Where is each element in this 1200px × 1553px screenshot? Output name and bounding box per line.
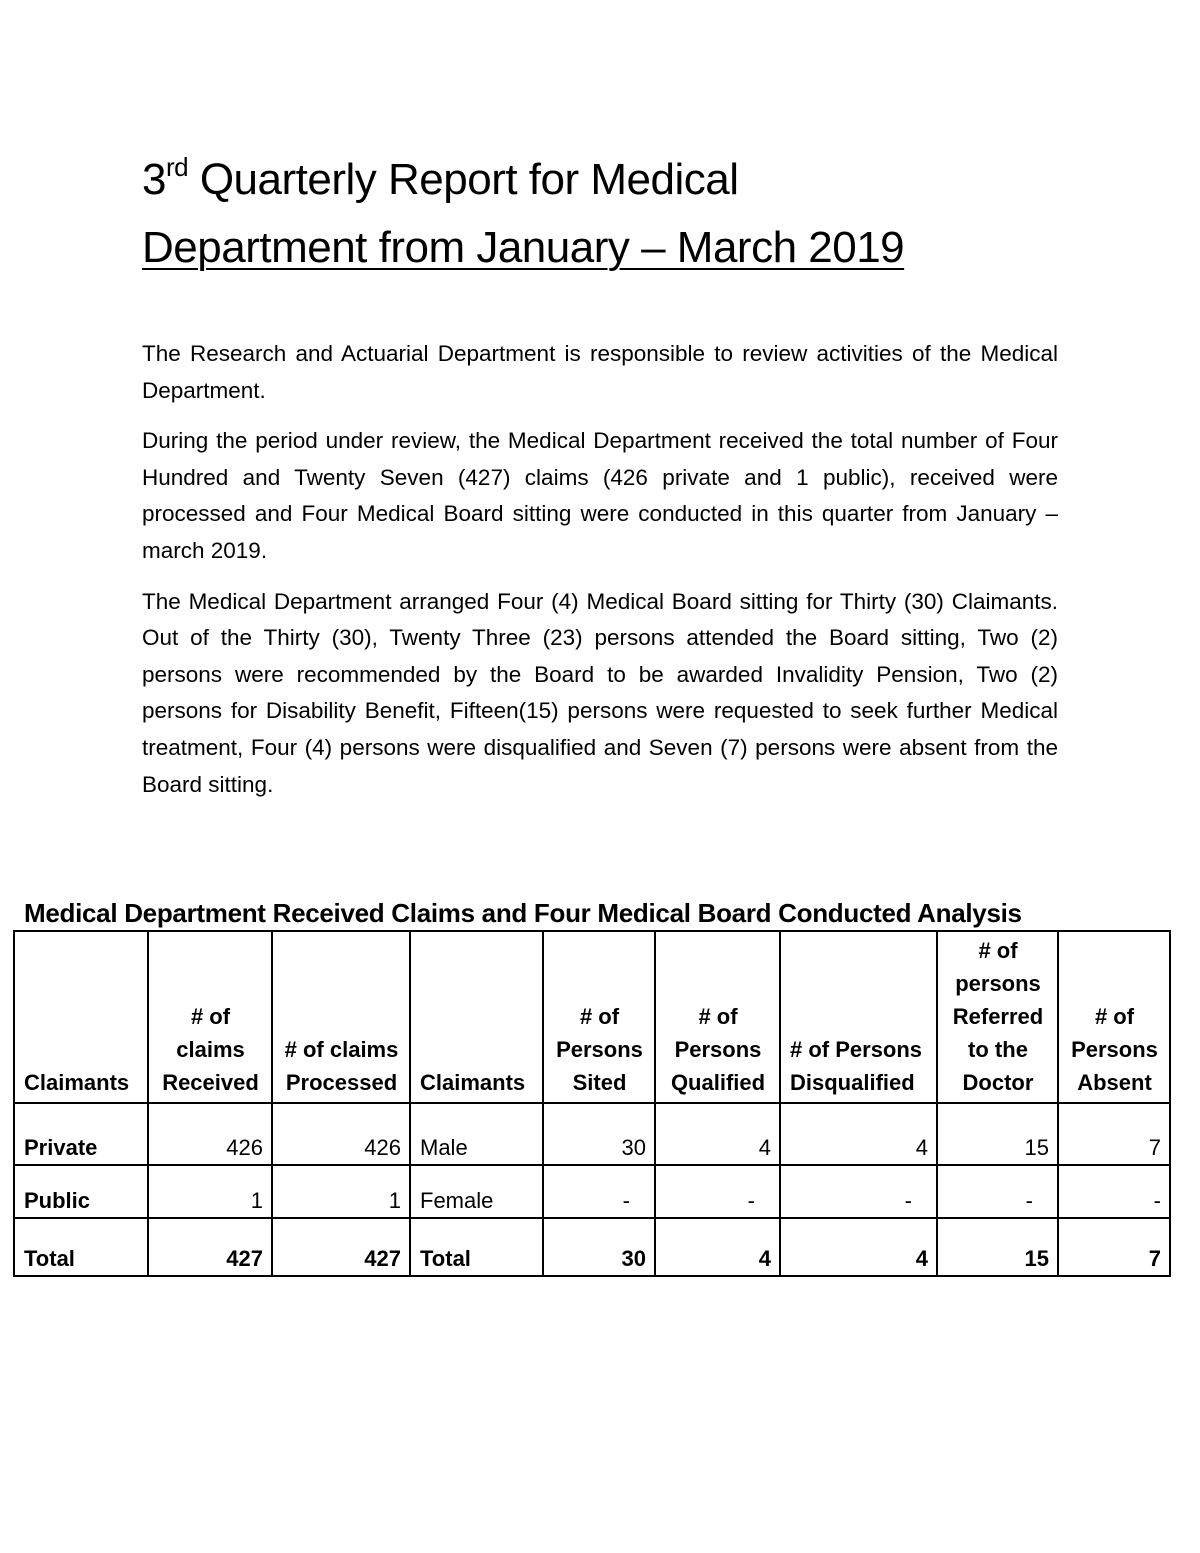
header-persons-referred: # of persons Referred to the Doctor [937, 931, 1058, 1103]
cell-claimant-type: Private [14, 1103, 148, 1165]
header-claims-processed: # of claims Processed [272, 931, 410, 1103]
table-caption: Medical Department Received Claims and Four Medical Board Conducted Analysis [24, 898, 1022, 928]
table-row [14, 1103, 1170, 1165]
cell-persons-referred: 15 [937, 1103, 1058, 1165]
cell-total-persons-absent: 7 [1058, 1218, 1170, 1276]
cell-gender: Male [410, 1103, 543, 1165]
cell-persons-sited: 30 [543, 1103, 655, 1165]
cell-persons-absent: 7 [1058, 1103, 1170, 1165]
cell-total-label-2: Total [410, 1218, 543, 1276]
report-body [142, 336, 1058, 817]
cell-persons-qualified: - [655, 1165, 780, 1218]
cell-total-label: Total [14, 1218, 148, 1276]
title-line-2: Department from January – March 2019 [142, 223, 905, 272]
cell-total-claims-received: 427 [148, 1218, 272, 1276]
cell-persons-sited: - [543, 1165, 655, 1218]
cell-total-persons-disqualified: 4 [780, 1218, 937, 1276]
cell-total-persons-sited: 30 [543, 1218, 655, 1276]
cell-persons-disqualified: 4 [780, 1103, 937, 1165]
header-persons-disqualified: # of Persons Disqualified [780, 931, 937, 1103]
table-header-row [14, 931, 1170, 1103]
cell-claims-processed: 426 [272, 1103, 410, 1165]
table-row-total [14, 1218, 1170, 1276]
cell-claims-processed: 1 [272, 1165, 410, 1218]
cell-gender: Female [410, 1165, 543, 1218]
header-claimants-gender: Claimants [410, 931, 543, 1103]
cell-persons-disqualified: - [780, 1165, 937, 1218]
cell-persons-referred: - [937, 1165, 1058, 1218]
title-prefix: 3 [142, 155, 166, 204]
cell-claimant-type: Public [14, 1165, 148, 1218]
cell-total-persons-qualified: 4 [655, 1218, 780, 1276]
paragraph-intro: The Research and Actuarial Department is responsible to review activities of the Medical Department. [142, 341, 1058, 403]
header-claims-received: # of claims Received [148, 931, 272, 1103]
analysis-table [13, 930, 1171, 1277]
header-persons-qualified: # of Persons Qualified [655, 931, 780, 1103]
header-persons-sited: # of Persons Sited [543, 931, 655, 1103]
title-superscript: rd [165, 152, 189, 182]
cell-total-persons-referred: 15 [937, 1218, 1058, 1276]
paragraph-board-sitting: The Medical Department arranged Four (4) Medical Board sitting for Thirty (30) Claimants. Out of the Thirty (30), Twenty Three (23) persons attended the Board sitting, Two (2) persons were recommended by the Board to be awarded Invalidity Pension, Two (2) persons for Disability Benefit, Fifteen(15) persons were requested to seek further Medical treatment, Four (4) persons were disqualified and Seven (7) persons were absent from the Board sitting. [142, 588, 1058, 797]
cell-persons-qualified: 4 [655, 1103, 780, 1165]
header-claimants: Claimants [14, 931, 148, 1103]
header-persons-absent: # of Persons Absent [1058, 931, 1170, 1103]
page-title [142, 146, 1062, 282]
cell-total-claims-processed: 427 [272, 1218, 410, 1276]
paragraph-claims: During the period under review, the Medical Department received the total number of Four Hundred and Twenty Seven (427) claims (426 private and 1 public), received were processed and Four Medical Board sitting were conducted in this quarter from January – march 2019. [142, 428, 1058, 563]
table-row [14, 1165, 1170, 1218]
cell-claims-received: 1 [148, 1165, 272, 1218]
cell-persons-absent: - [1058, 1165, 1170, 1218]
title-line-1: Quarterly Report for Medical [188, 155, 739, 204]
cell-claims-received: 426 [148, 1103, 272, 1165]
